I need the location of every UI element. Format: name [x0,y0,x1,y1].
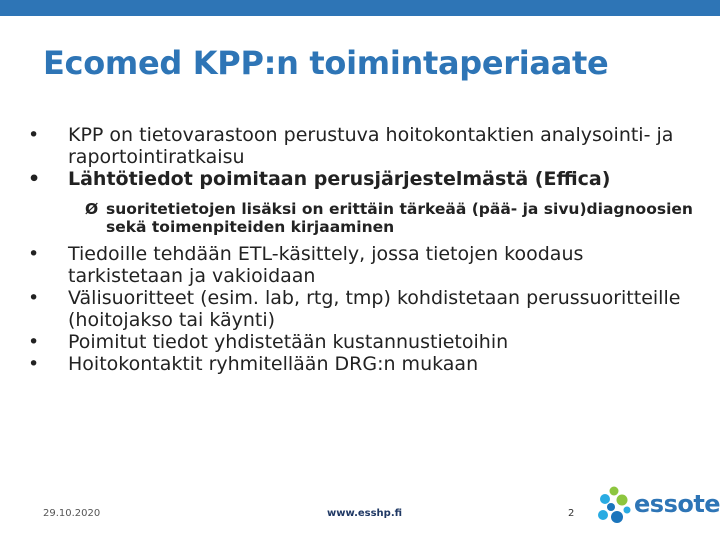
bullet-item [24,168,694,190]
footer-date: 29.10.2020 [43,508,101,519]
bullet-marker: • [28,168,41,190]
bullet-text: KPP on tietovarastoon perustuva hoitokontaktien analysointi- ja raportointiratkaisu [68,124,674,168]
slide-title: Ecomed KPP:n toimintaperiaate [43,44,609,82]
bullet-item [24,243,694,287]
bullet-marker: • [28,287,40,309]
bullet-list [24,124,694,375]
top-accent-bar [0,0,720,16]
bullet-marker: • [28,243,40,265]
arrow-bullet-icon: Ø [85,200,99,218]
bullet-item [24,353,694,375]
bullet-marker: • [28,353,40,375]
bullet-text: Hoitokontaktit ryhmitellään DRG:n mukaan [68,353,479,375]
bullet-text: Lähtötiedot poimitaan perusjärjestelmästä (Effica) [68,168,611,190]
logo-text: essote [634,490,720,518]
essote-flower-icon [596,484,636,528]
footer-url-link[interactable]: www.esshp.fi [327,508,403,519]
bullet-text: Tiedoille tehdään ETL-käsittely, jossa tietojen koodaus tarkistetaan ja vakioidaan [68,243,584,287]
bullet-marker: • [28,331,40,353]
sub-bullet-item [24,200,694,236]
bullet-item [24,124,694,168]
bullet-item [24,287,694,331]
bullet-item [24,331,694,353]
bullet-text: Poimitut tiedot yhdistetään kustannustietoihin [68,331,509,353]
bullet-marker: • [28,124,40,146]
page-number: 2 [568,508,575,519]
essote-logo [596,484,720,528]
sub-bullet-text: suoritetietojen lisäksi on erittäin tärkeää (pää- ja sivu)diagnoosien sekä toimenpiteiden kirjaaminen [106,200,693,236]
bullet-text: Välisuoritteet (esim. lab, rtg, tmp) kohdistetaan perussuoritteille (hoitojakso tai käynti) [68,287,681,331]
